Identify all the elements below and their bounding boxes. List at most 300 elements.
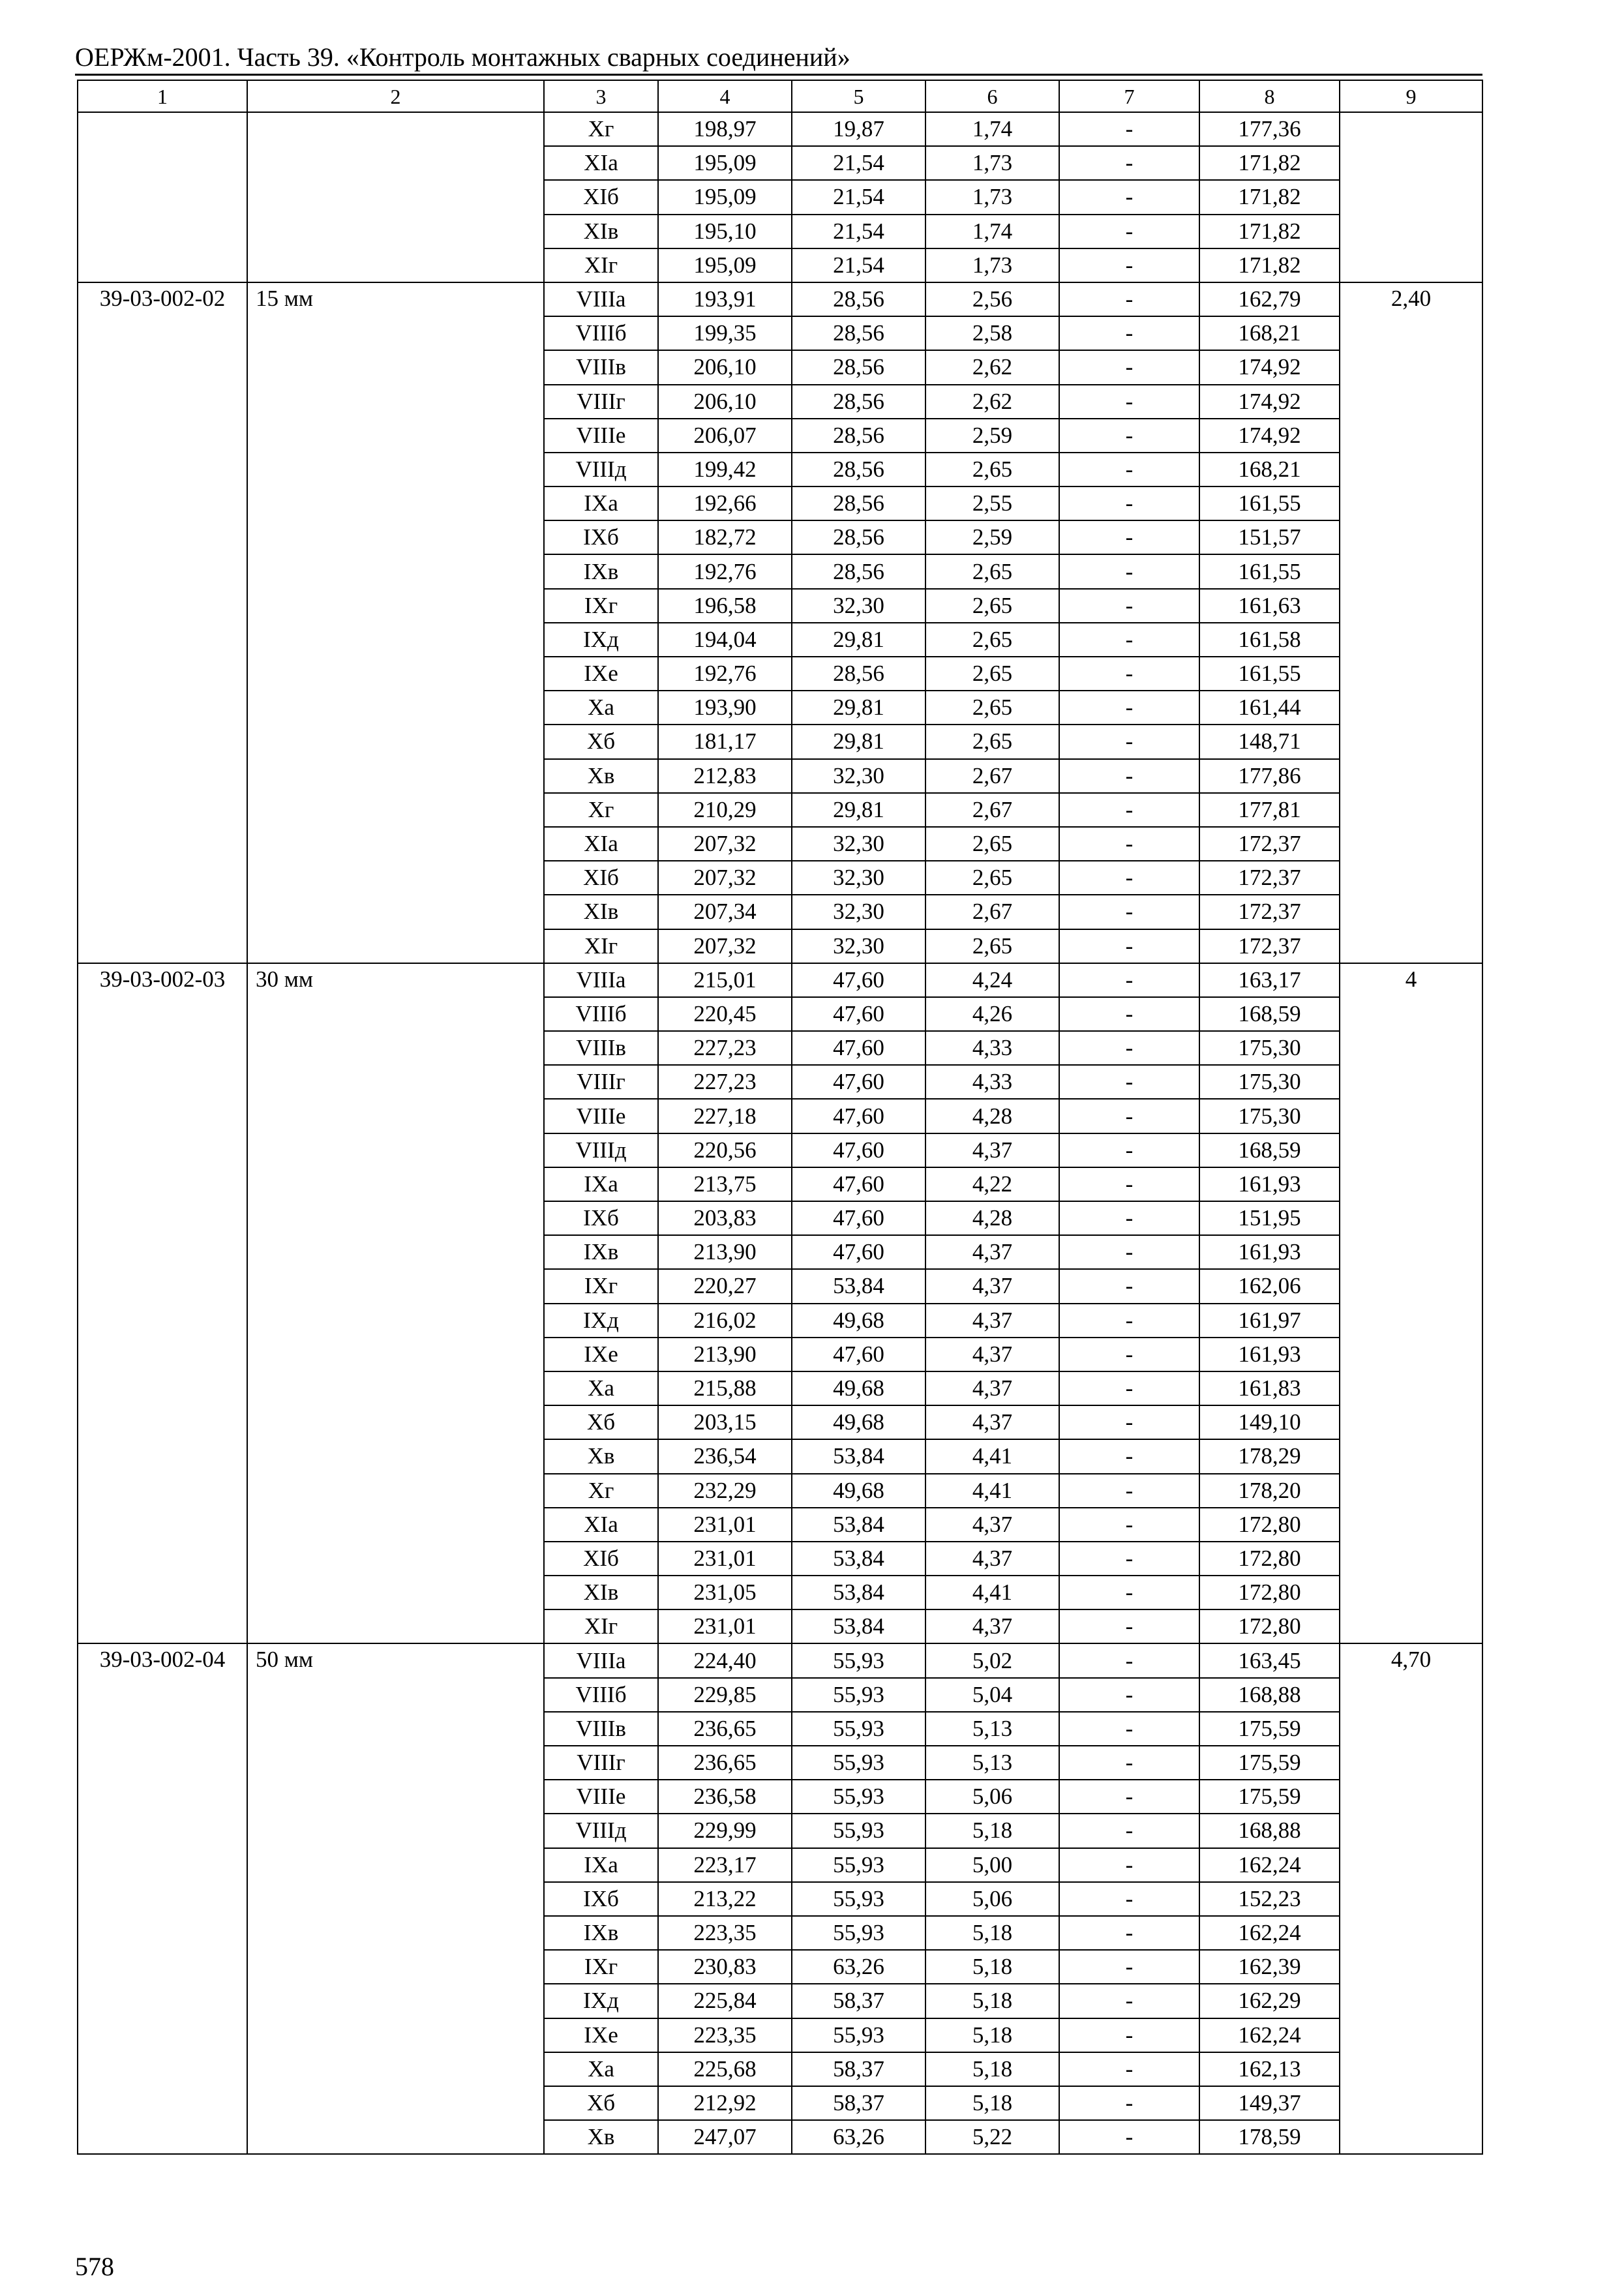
- value-cell-col5: 32,30: [792, 895, 925, 929]
- value-cell-col5: 47,60: [792, 1065, 925, 1099]
- value-cell-col5: 47,60: [792, 1201, 925, 1235]
- value-cell-col7: -: [1059, 963, 1199, 997]
- value-cell-col3: IХб: [544, 1201, 658, 1235]
- value-cell-col4: 223,17: [658, 1848, 792, 1882]
- column-number-cell: 2: [247, 80, 544, 112]
- value-cell-col5: 19,87: [792, 112, 925, 146]
- group-col9-cell: 2,40: [1340, 282, 1482, 963]
- value-cell-col4: 193,90: [658, 691, 792, 725]
- value-cell-col3: ХIа: [544, 827, 658, 861]
- column-number-cell: 4: [658, 80, 792, 112]
- value-cell-col7: -: [1059, 385, 1199, 419]
- value-cell-col3: ХIг: [544, 1609, 658, 1643]
- value-cell-col6: 4,37: [925, 1269, 1059, 1303]
- value-cell-col8: 175,30: [1199, 1031, 1340, 1065]
- value-cell-col8: 171,82: [1199, 180, 1340, 214]
- value-cell-col4: 225,84: [658, 1984, 792, 2018]
- value-cell-col4: 203,15: [658, 1405, 792, 1439]
- value-cell-col6: 2,67: [925, 793, 1059, 827]
- value-cell-col3: VIIIа: [544, 1643, 658, 1677]
- value-cell-col5: 58,37: [792, 2052, 925, 2086]
- value-cell-col7: -: [1059, 623, 1199, 657]
- value-cell-col3: IХв: [544, 1235, 658, 1269]
- value-cell-col8: 151,95: [1199, 1201, 1340, 1235]
- value-cell-col8: 162,29: [1199, 1984, 1340, 2018]
- group-code-cell: [78, 112, 247, 282]
- value-cell-col8: 175,59: [1199, 1746, 1340, 1780]
- value-cell-col7: -: [1059, 1678, 1199, 1712]
- value-cell-col4: 207,32: [658, 929, 792, 963]
- value-cell-col4: 227,23: [658, 1031, 792, 1065]
- value-cell-col3: Хв: [544, 1439, 658, 1473]
- value-cell-col7: -: [1059, 419, 1199, 453]
- group-name-cell: 30 мм: [247, 963, 544, 1644]
- value-cell-col3: IХв: [544, 1916, 658, 1950]
- value-cell-col5: 29,81: [792, 793, 925, 827]
- value-cell-col8: 162,39: [1199, 1950, 1340, 1984]
- value-cell-col7: -: [1059, 282, 1199, 316]
- value-cell-col8: 149,10: [1199, 1405, 1340, 1439]
- value-cell-col6: 2,65: [925, 657, 1059, 691]
- value-cell-col7: -: [1059, 691, 1199, 725]
- column-number-row: [78, 80, 1482, 112]
- value-cell-col8: 161,93: [1199, 1167, 1340, 1201]
- value-cell-col7: -: [1059, 759, 1199, 793]
- value-cell-col7: -: [1059, 2052, 1199, 2086]
- value-cell-col8: 161,63: [1199, 589, 1340, 623]
- value-cell-col7: -: [1059, 2086, 1199, 2120]
- value-cell-col6: 2,65: [925, 589, 1059, 623]
- value-cell-col8: 175,30: [1199, 1065, 1340, 1099]
- header-rule: [75, 74, 1482, 76]
- value-cell-col3: Хв: [544, 2120, 658, 2154]
- value-cell-col8: 162,06: [1199, 1269, 1340, 1303]
- group-name-cell: 50 мм: [247, 1643, 544, 2154]
- value-cell-col7: -: [1059, 1099, 1199, 1133]
- value-cell-col4: 216,02: [658, 1304, 792, 1338]
- value-cell-col4: 213,75: [658, 1167, 792, 1201]
- value-cell-col8: 168,59: [1199, 997, 1340, 1031]
- value-cell-col8: 175,59: [1199, 1780, 1340, 1814]
- group-code-cell: 39-03-002-02: [78, 282, 247, 963]
- value-cell-col7: -: [1059, 1984, 1199, 2018]
- value-cell-col6: 2,58: [925, 316, 1059, 350]
- value-cell-col3: Хб: [544, 725, 658, 758]
- group-name-cell: [247, 112, 544, 282]
- value-cell-col7: -: [1059, 1235, 1199, 1269]
- value-cell-col7: -: [1059, 1065, 1199, 1099]
- value-cell-col5: 53,84: [792, 1609, 925, 1643]
- value-cell-col4: 215,88: [658, 1371, 792, 1405]
- value-cell-col8: 162,24: [1199, 1848, 1340, 1882]
- value-cell-col5: 47,60: [792, 1235, 925, 1269]
- value-cell-col3: VIIIд: [544, 1814, 658, 1848]
- value-cell-col3: Хб: [544, 2086, 658, 2120]
- value-cell-col8: 168,21: [1199, 316, 1340, 350]
- value-cell-col4: 192,66: [658, 486, 792, 520]
- value-cell-col3: ХIб: [544, 180, 658, 214]
- value-cell-col8: 178,20: [1199, 1474, 1340, 1508]
- value-cell-col4: 195,09: [658, 248, 792, 282]
- value-cell-col3: VIIIе: [544, 419, 658, 453]
- value-cell-col4: 195,09: [658, 180, 792, 214]
- value-cell-col8: 161,55: [1199, 486, 1340, 520]
- value-cell-col5: 28,56: [792, 554, 925, 588]
- value-cell-col7: -: [1059, 1576, 1199, 1609]
- value-cell-col6: 4,37: [925, 1542, 1059, 1576]
- value-cell-col6: 4,41: [925, 1576, 1059, 1609]
- value-cell-col5: 55,93: [792, 1712, 925, 1746]
- value-cell-col7: -: [1059, 997, 1199, 1031]
- value-cell-col7: -: [1059, 793, 1199, 827]
- value-cell-col7: -: [1059, 2018, 1199, 2052]
- value-cell-col6: 2,65: [925, 725, 1059, 758]
- value-cell-col8: 161,55: [1199, 657, 1340, 691]
- value-cell-col5: 21,54: [792, 180, 925, 214]
- value-cell-col8: 178,59: [1199, 2120, 1340, 2154]
- group-col9-cell: 4,70: [1340, 1643, 1482, 2154]
- value-cell-col6: 2,55: [925, 486, 1059, 520]
- value-cell-col6: 5,06: [925, 1780, 1059, 1814]
- value-cell-col3: VIIIг: [544, 1746, 658, 1780]
- value-cell-col3: IХа: [544, 1167, 658, 1201]
- value-cell-col6: 4,22: [925, 1167, 1059, 1201]
- value-cell-col8: 148,71: [1199, 725, 1340, 758]
- value-cell-col5: 49,68: [792, 1474, 925, 1508]
- value-cell-col6: 5,00: [925, 1848, 1059, 1882]
- value-cell-col8: 177,81: [1199, 793, 1340, 827]
- value-cell-col8: 161,58: [1199, 623, 1340, 657]
- value-cell-col5: 63,26: [792, 2120, 925, 2154]
- value-cell-col6: 5,06: [925, 1882, 1059, 1916]
- value-cell-col7: -: [1059, 657, 1199, 691]
- value-cell-col4: 210,29: [658, 793, 792, 827]
- value-cell-col5: 29,81: [792, 623, 925, 657]
- value-cell-col6: 2,67: [925, 895, 1059, 929]
- value-cell-col3: VIIIе: [544, 1780, 658, 1814]
- value-cell-col5: 63,26: [792, 1950, 925, 1984]
- table-row: [78, 1643, 1482, 1677]
- value-cell-col7: -: [1059, 1474, 1199, 1508]
- value-cell-col4: 225,68: [658, 2052, 792, 2086]
- value-cell-col5: 28,56: [792, 419, 925, 453]
- value-cell-col3: IХг: [544, 1269, 658, 1303]
- value-cell-col3: Хб: [544, 1405, 658, 1439]
- value-cell-col3: IХг: [544, 1950, 658, 1984]
- value-cell-col3: IХе: [544, 2018, 658, 2052]
- value-cell-col8: 162,13: [1199, 2052, 1340, 2086]
- value-cell-col7: -: [1059, 1439, 1199, 1473]
- page-number: 578: [75, 2252, 114, 2281]
- value-cell-col5: 55,93: [792, 1780, 925, 1814]
- value-cell-col3: VIIIв: [544, 350, 658, 384]
- value-cell-col4: 220,56: [658, 1133, 792, 1167]
- value-cell-col4: 220,27: [658, 1269, 792, 1303]
- value-cell-col3: VIIIв: [544, 1712, 658, 1746]
- value-cell-col6: 2,65: [925, 453, 1059, 486]
- value-cell-col7: -: [1059, 1882, 1199, 1916]
- value-cell-col4: 220,45: [658, 997, 792, 1031]
- value-cell-col3: ХIа: [544, 146, 658, 180]
- value-cell-col4: 223,35: [658, 2018, 792, 2052]
- value-cell-col3: VIIIв: [544, 1031, 658, 1065]
- value-cell-col3: IХе: [544, 1338, 658, 1371]
- value-cell-col3: Хг: [544, 1474, 658, 1508]
- value-cell-col7: -: [1059, 1304, 1199, 1338]
- value-cell-col5: 28,56: [792, 282, 925, 316]
- value-cell-col4: 181,17: [658, 725, 792, 758]
- value-cell-col8: 162,24: [1199, 2018, 1340, 2052]
- value-cell-col3: Ха: [544, 1371, 658, 1405]
- value-cell-col4: 227,23: [658, 1065, 792, 1099]
- value-cell-col8: 172,80: [1199, 1609, 1340, 1643]
- value-cell-col7: -: [1059, 453, 1199, 486]
- value-cell-col6: 5,22: [925, 2120, 1059, 2154]
- value-cell-col3: VIIIа: [544, 282, 658, 316]
- value-cell-col7: -: [1059, 589, 1199, 623]
- value-cell-col8: 172,80: [1199, 1542, 1340, 1576]
- group-col9-cell: [1340, 112, 1482, 282]
- value-cell-col6: 4,37: [925, 1338, 1059, 1371]
- value-cell-col4: 192,76: [658, 554, 792, 588]
- value-cell-col6: 1,74: [925, 215, 1059, 248]
- value-cell-col8: 162,24: [1199, 1916, 1340, 1950]
- value-cell-col5: 28,56: [792, 350, 925, 384]
- value-cell-col3: VIIIг: [544, 385, 658, 419]
- value-cell-col3: IХд: [544, 1304, 658, 1338]
- value-cell-col6: 4,41: [925, 1439, 1059, 1473]
- value-cell-col5: 53,84: [792, 1508, 925, 1542]
- value-cell-col4: 232,29: [658, 1474, 792, 1508]
- table-row: [78, 112, 1482, 146]
- value-cell-col3: Хг: [544, 112, 658, 146]
- value-cell-col7: -: [1059, 1031, 1199, 1065]
- value-cell-col7: -: [1059, 1916, 1199, 1950]
- value-cell-col4: 194,04: [658, 623, 792, 657]
- value-cell-col4: 231,05: [658, 1576, 792, 1609]
- value-cell-col4: 230,83: [658, 1950, 792, 1984]
- value-cell-col4: 229,99: [658, 1814, 792, 1848]
- value-cell-col8: 172,37: [1199, 827, 1340, 861]
- value-cell-col7: -: [1059, 112, 1199, 146]
- column-number-cell: 1: [78, 80, 247, 112]
- value-cell-col6: 1,73: [925, 146, 1059, 180]
- value-cell-col3: IХг: [544, 589, 658, 623]
- value-cell-col8: 152,23: [1199, 1882, 1340, 1916]
- value-cell-col8: 168,21: [1199, 453, 1340, 486]
- value-cell-col6: 2,67: [925, 759, 1059, 793]
- value-cell-col6: 4,37: [925, 1304, 1059, 1338]
- value-cell-col6: 4,37: [925, 1609, 1059, 1643]
- value-cell-col8: 171,82: [1199, 248, 1340, 282]
- value-cell-col8: 178,29: [1199, 1439, 1340, 1473]
- value-cell-col6: 2,65: [925, 554, 1059, 588]
- value-cell-col5: 28,56: [792, 657, 925, 691]
- value-cell-col4: 193,91: [658, 282, 792, 316]
- value-cell-col5: 55,93: [792, 1916, 925, 1950]
- value-cell-col5: 55,93: [792, 1678, 925, 1712]
- value-cell-col7: -: [1059, 827, 1199, 861]
- value-cell-col4: 206,07: [658, 419, 792, 453]
- value-cell-col5: 53,84: [792, 1269, 925, 1303]
- value-cell-col8: 171,82: [1199, 146, 1340, 180]
- value-cell-col4: 207,32: [658, 861, 792, 895]
- value-cell-col7: -: [1059, 1712, 1199, 1746]
- value-cell-col5: 29,81: [792, 691, 925, 725]
- value-cell-col6: 2,65: [925, 861, 1059, 895]
- value-cell-col6: 5,02: [925, 1643, 1059, 1677]
- value-cell-col8: 161,93: [1199, 1338, 1340, 1371]
- value-cell-col6: 4,28: [925, 1201, 1059, 1235]
- value-cell-col3: IХа: [544, 1848, 658, 1882]
- value-cell-col7: -: [1059, 861, 1199, 895]
- value-cell-col7: -: [1059, 1848, 1199, 1882]
- value-cell-col6: 5,04: [925, 1678, 1059, 1712]
- value-cell-col4: 207,34: [658, 895, 792, 929]
- value-cell-col5: 21,54: [792, 146, 925, 180]
- value-cell-col5: 47,60: [792, 1031, 925, 1065]
- value-cell-col5: 28,56: [792, 316, 925, 350]
- column-number-cell: 9: [1340, 80, 1482, 112]
- value-cell-col4: 236,65: [658, 1712, 792, 1746]
- value-cell-col5: 47,60: [792, 1099, 925, 1133]
- value-cell-col5: 47,60: [792, 1133, 925, 1167]
- value-cell-col5: 32,30: [792, 589, 925, 623]
- value-cell-col5: 32,30: [792, 827, 925, 861]
- value-cell-col6: 5,18: [925, 2018, 1059, 2052]
- value-cell-col7: -: [1059, 929, 1199, 963]
- value-cell-col5: 47,60: [792, 997, 925, 1031]
- value-cell-col4: 212,83: [658, 759, 792, 793]
- value-cell-col7: -: [1059, 180, 1199, 214]
- value-cell-col5: 58,37: [792, 1984, 925, 2018]
- value-cell-col6: 5,18: [925, 2052, 1059, 2086]
- value-cell-col3: IХв: [544, 554, 658, 588]
- value-cell-col6: 4,37: [925, 1405, 1059, 1439]
- value-cell-col8: 172,80: [1199, 1508, 1340, 1542]
- value-cell-col3: VIIIд: [544, 453, 658, 486]
- value-cell-col4: 227,18: [658, 1099, 792, 1133]
- value-cell-col6: 4,26: [925, 997, 1059, 1031]
- value-cell-col3: IХб: [544, 1882, 658, 1916]
- value-cell-col5: 55,93: [792, 1848, 925, 1882]
- value-cell-col6: 4,28: [925, 1099, 1059, 1133]
- value-cell-col4: 213,90: [658, 1338, 792, 1371]
- value-cell-col3: VIIIа: [544, 963, 658, 997]
- value-cell-col8: 174,92: [1199, 350, 1340, 384]
- value-cell-col8: 161,55: [1199, 554, 1340, 588]
- column-number-cell: 6: [925, 80, 1059, 112]
- value-cell-col5: 32,30: [792, 759, 925, 793]
- value-cell-col3: Ха: [544, 2052, 658, 2086]
- value-cell-col6: 2,65: [925, 929, 1059, 963]
- value-cell-col4: 206,10: [658, 385, 792, 419]
- value-cell-col4: 236,65: [658, 1746, 792, 1780]
- value-cell-col3: ХIв: [544, 1576, 658, 1609]
- table-row: [78, 963, 1482, 997]
- value-cell-col8: 172,37: [1199, 895, 1340, 929]
- value-cell-col7: -: [1059, 146, 1199, 180]
- value-cell-col7: -: [1059, 1201, 1199, 1235]
- value-cell-col6: 5,18: [925, 1814, 1059, 1848]
- value-cell-col3: VIIIе: [544, 1099, 658, 1133]
- value-cell-col4: 231,01: [658, 1609, 792, 1643]
- value-cell-col7: -: [1059, 1405, 1199, 1439]
- group-code-cell: 39-03-002-04: [78, 1643, 247, 2154]
- value-cell-col7: -: [1059, 1371, 1199, 1405]
- value-cell-col4: 192,76: [658, 657, 792, 691]
- value-cell-col3: VIIIд: [544, 1133, 658, 1167]
- value-cell-col5: 53,84: [792, 1542, 925, 1576]
- value-cell-col8: 163,17: [1199, 963, 1340, 997]
- value-cell-col5: 55,93: [792, 1746, 925, 1780]
- value-cell-col4: 203,83: [658, 1201, 792, 1235]
- value-cell-col3: IХа: [544, 486, 658, 520]
- value-cell-col3: ХIг: [544, 248, 658, 282]
- group-col9-cell: 4: [1340, 963, 1482, 1644]
- value-cell-col5: 55,93: [792, 2018, 925, 2052]
- value-cell-col6: 2,56: [925, 282, 1059, 316]
- value-cell-col8: 172,80: [1199, 1576, 1340, 1609]
- value-cell-col3: IХд: [544, 623, 658, 657]
- value-cell-col7: -: [1059, 1269, 1199, 1303]
- value-cell-col8: 172,37: [1199, 929, 1340, 963]
- value-cell-col6: 5,13: [925, 1712, 1059, 1746]
- value-cell-col5: 47,60: [792, 963, 925, 997]
- value-cell-col5: 28,56: [792, 486, 925, 520]
- value-cell-col4: 215,01: [658, 963, 792, 997]
- value-cell-col7: -: [1059, 1508, 1199, 1542]
- value-cell-col8: 174,92: [1199, 419, 1340, 453]
- value-cell-col5: 53,84: [792, 1439, 925, 1473]
- value-cell-col3: VIIIб: [544, 1678, 658, 1712]
- value-cell-col7: -: [1059, 1609, 1199, 1643]
- value-cell-col8: 174,92: [1199, 385, 1340, 419]
- value-cell-col4: 212,92: [658, 2086, 792, 2120]
- value-cell-col3: ХIа: [544, 1508, 658, 1542]
- value-cell-col6: 5,18: [925, 1984, 1059, 2018]
- value-cell-col4: 236,58: [658, 1780, 792, 1814]
- value-cell-col5: 55,93: [792, 1643, 925, 1677]
- value-cell-col6: 5,13: [925, 1746, 1059, 1780]
- value-cell-col5: 53,84: [792, 1576, 925, 1609]
- value-cell-col7: -: [1059, 316, 1199, 350]
- value-cell-col6: 1,74: [925, 112, 1059, 146]
- value-cell-col3: ХIв: [544, 895, 658, 929]
- value-cell-col5: 49,68: [792, 1371, 925, 1405]
- value-cell-col6: 2,65: [925, 827, 1059, 861]
- value-cell-col6: 4,37: [925, 1235, 1059, 1269]
- value-cell-col8: 175,59: [1199, 1712, 1340, 1746]
- value-cell-col7: -: [1059, 1950, 1199, 1984]
- value-cell-col8: 161,83: [1199, 1371, 1340, 1405]
- value-cell-col5: 29,81: [792, 725, 925, 758]
- value-cell-col4: 231,01: [658, 1542, 792, 1576]
- value-cell-col3: Ха: [544, 691, 658, 725]
- value-cell-col5: 47,60: [792, 1338, 925, 1371]
- value-cell-col6: 4,37: [925, 1371, 1059, 1405]
- value-cell-col4: 223,35: [658, 1916, 792, 1950]
- value-cell-col3: VIIIб: [544, 997, 658, 1031]
- value-cell-col5: 47,60: [792, 1167, 925, 1201]
- value-cell-col4: 213,22: [658, 1882, 792, 1916]
- value-cell-col8: 168,88: [1199, 1678, 1340, 1712]
- value-cell-col7: -: [1059, 725, 1199, 758]
- column-number-cell: 7: [1059, 80, 1199, 112]
- value-cell-col7: -: [1059, 1643, 1199, 1677]
- value-cell-col7: -: [1059, 1338, 1199, 1371]
- value-cell-col3: VIIIг: [544, 1065, 658, 1099]
